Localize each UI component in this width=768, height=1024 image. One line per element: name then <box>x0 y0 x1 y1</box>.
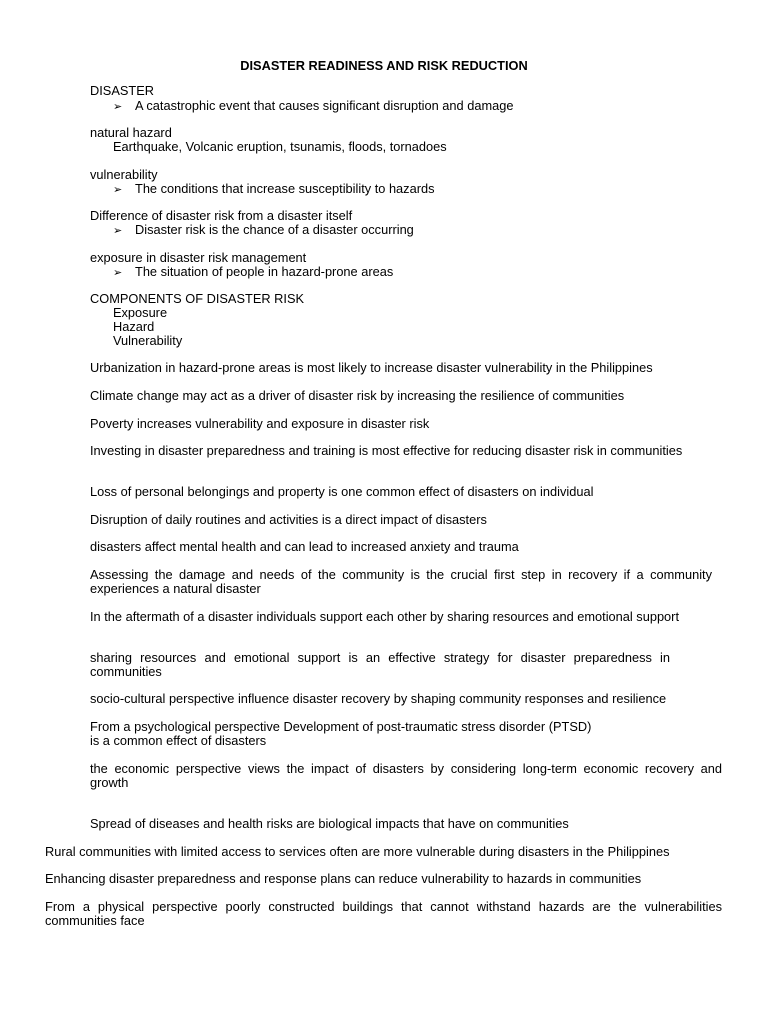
statement: From a physical perspective poorly constructed buildings that cannot withstand hazards are the vulnerabilities communities face <box>45 899 722 928</box>
statement: Rural communities with limited access to services often are more vulnerable during disasters in the Philippines <box>45 844 670 859</box>
arrow-bullet-icon: ➢ <box>113 225 123 237</box>
component-item: Exposure <box>113 305 168 320</box>
heading-disaster: DISASTER <box>90 83 154 98</box>
natural-hazard-examples: Earthquake, Volcanic eruption, tsunamis, floods, tornadoes <box>113 139 447 154</box>
heading-difference: Difference of disaster risk from a disaster itself <box>90 208 353 223</box>
arrow-bullet-icon: ➢ <box>113 267 123 279</box>
statement: Enhancing disaster preparedness and response plans can reduce vulnerability to hazards in communities <box>45 871 642 886</box>
statement: sharing resources and emotional support is an effective strategy for disaster preparedness in communities <box>90 650 670 679</box>
heading-exposure: exposure in disaster risk management <box>90 250 307 265</box>
bullet-item <box>113 99 513 114</box>
statement: Urbanization in hazard-prone areas is most likely to increase disaster vulnerability in the Philippines <box>90 360 653 375</box>
statement: Disruption of daily routines and activities is a direct impact of disasters <box>90 512 487 527</box>
arrow-bullet-icon: ➢ <box>113 184 123 196</box>
statement: Spread of diseases and health risks are biological impacts that have on communities <box>90 816 569 831</box>
bullet-text: The situation of people in hazard-prone areas <box>135 264 394 279</box>
heading-vulnerability: vulnerability <box>90 167 158 182</box>
statement: socio-cultural perspective influence disaster recovery by shaping community responses and resilience <box>90 691 667 706</box>
statement: Climate change may act as a driver of disaster risk by increasing the resilience of communities <box>90 388 625 403</box>
statement: disasters affect mental health and can lead to increased anxiety and trauma <box>90 539 519 554</box>
bullet-item <box>113 182 434 197</box>
arrow-bullet-icon: ➢ <box>113 101 123 113</box>
statement: In the aftermath of a disaster individuals support each other by sharing resources and emotional support <box>90 609 679 624</box>
statement: Loss of personal belongings and property is one common effect of disasters on individual <box>90 484 594 499</box>
bullet-item <box>113 265 393 280</box>
statement: Investing in disaster preparedness and training is most effective for reducing disaster risk in communities <box>90 443 683 458</box>
statement: Poverty increases vulnerability and exposure in disaster risk <box>90 416 430 431</box>
bullet-item <box>113 223 414 238</box>
bullet-text: Disaster risk is the chance of a disaster occurring <box>135 222 414 237</box>
statement: is a common effect of disasters <box>90 733 267 748</box>
statement: the economic perspective views the impact of disasters by considering long-term economic recovery and growth <box>90 761 722 790</box>
document-title: DISASTER READINESS AND RISK REDUCTION <box>240 58 528 73</box>
bullet-text: A catastrophic event that causes significant disruption and damage <box>135 98 514 113</box>
bullet-text: The conditions that increase susceptibility to hazards <box>135 181 435 196</box>
heading-components: COMPONENTS OF DISASTER RISK <box>90 291 305 306</box>
statement: From a psychological perspective Development of post-traumatic stress disorder (PTSD) <box>90 719 592 734</box>
statement: Assessing the damage and needs of the community is the crucial first step in recovery if a community experiences a natural disaster <box>90 567 712 596</box>
component-item: Vulnerability <box>113 333 183 348</box>
heading-natural-hazard: natural hazard <box>90 125 172 140</box>
component-item: Hazard <box>113 319 155 334</box>
